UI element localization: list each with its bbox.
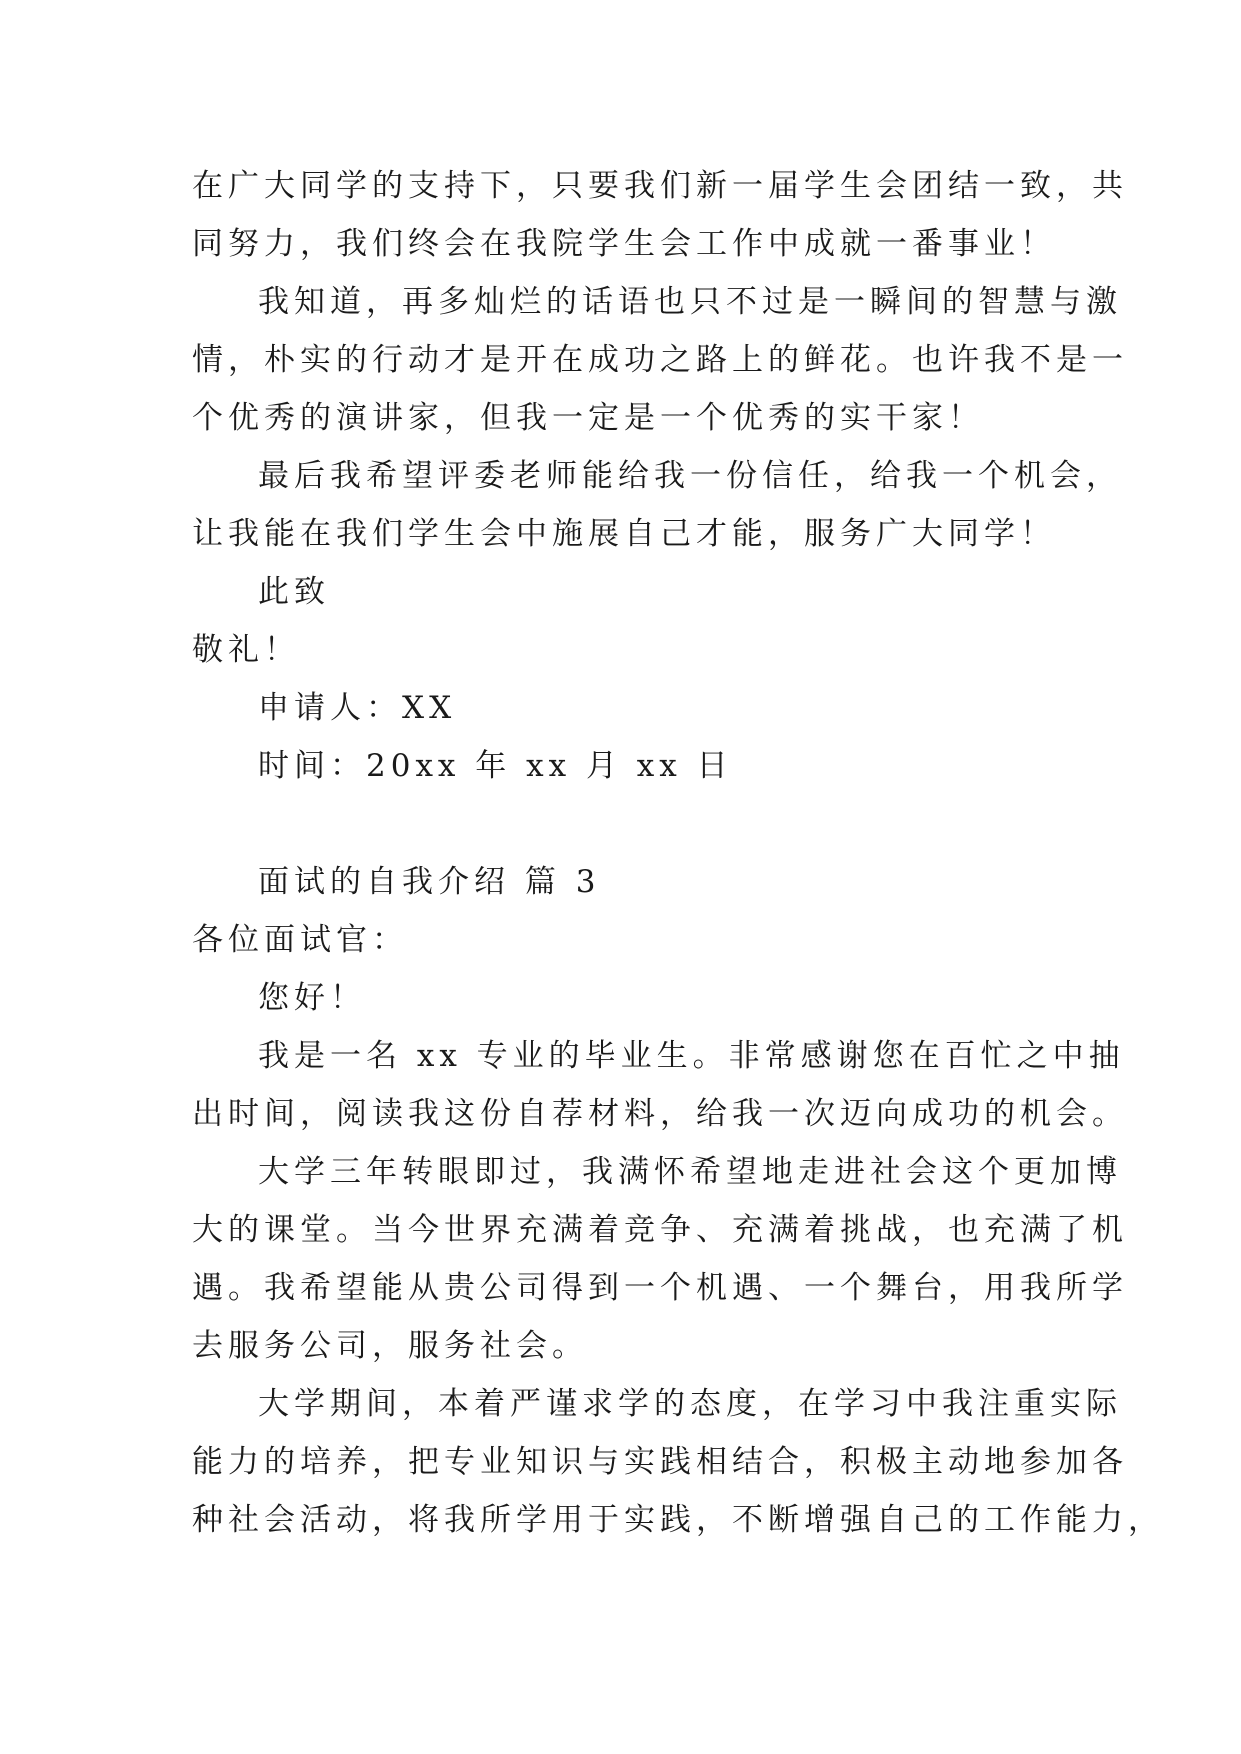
paragraph-line: 遇。我希望能从贵公司得到一个机遇、一个舞台，用我所学: [192, 1270, 1128, 1306]
paragraph-line: 大的课堂。当今世界充满着竞争、充满着挑战，也充满了机: [192, 1212, 1128, 1248]
paragraph-line: 在广大同学的支持下，只要我们新一届学生会团结一致，共: [192, 168, 1128, 204]
paragraph-line: 能力的培养，把专业知识与实践相结合，积极主动地参加各: [192, 1444, 1128, 1480]
paragraph-line: 让我能在我们学生会中施展自己才能，服务广大同学！: [192, 516, 1056, 552]
paragraph-line: 出时间，阅读我这份自荐材料，给我一次迈向成功的机会。: [192, 1096, 1128, 1132]
paragraph-line: 去服务公司，服务社会。: [192, 1328, 588, 1364]
closing-line: 此致: [258, 574, 330, 610]
paragraph-line: 情，朴实的行动才是开在成功之路上的鲜花。也许我不是一: [192, 342, 1128, 378]
paragraph-line: 同努力，我们终会在我院学生会工作中成就一番事业！: [192, 226, 1056, 262]
greeting-line: 您好！: [258, 980, 366, 1016]
paragraph-line: 最后我希望评委老师能给我一份信任，给我一个机会，: [258, 458, 1122, 494]
paragraph-line: 个优秀的演讲家，但我一定是一个优秀的实干家！: [192, 400, 984, 436]
applicant-line: 申请人：XX: [258, 690, 457, 726]
paragraph-line: 我是一名 xx 专业的毕业生。非常感谢您在百忙之中抽: [258, 1038, 1125, 1074]
date-line: 时间：20xx 年 xx 月 xx 日: [258, 748, 733, 784]
paragraph-line: 大学三年转眼即过，我满怀希望地走进社会这个更加博: [258, 1154, 1122, 1190]
greeting-line: 各位面试官：: [192, 922, 408, 958]
paragraph-line: 我知道，再多灿烂的话语也只不过是一瞬间的智慧与激: [258, 284, 1122, 320]
salutation-line: 敬礼！: [192, 632, 300, 668]
paragraph-line: 种社会活动，将我所学用于实践，不断增强自己的工作能力，: [192, 1502, 1164, 1538]
paragraph-line: 大学期间，本着严谨求学的态度，在学习中我注重实际: [258, 1386, 1122, 1422]
section-title: 面试的自我介绍 篇 3: [258, 864, 601, 900]
